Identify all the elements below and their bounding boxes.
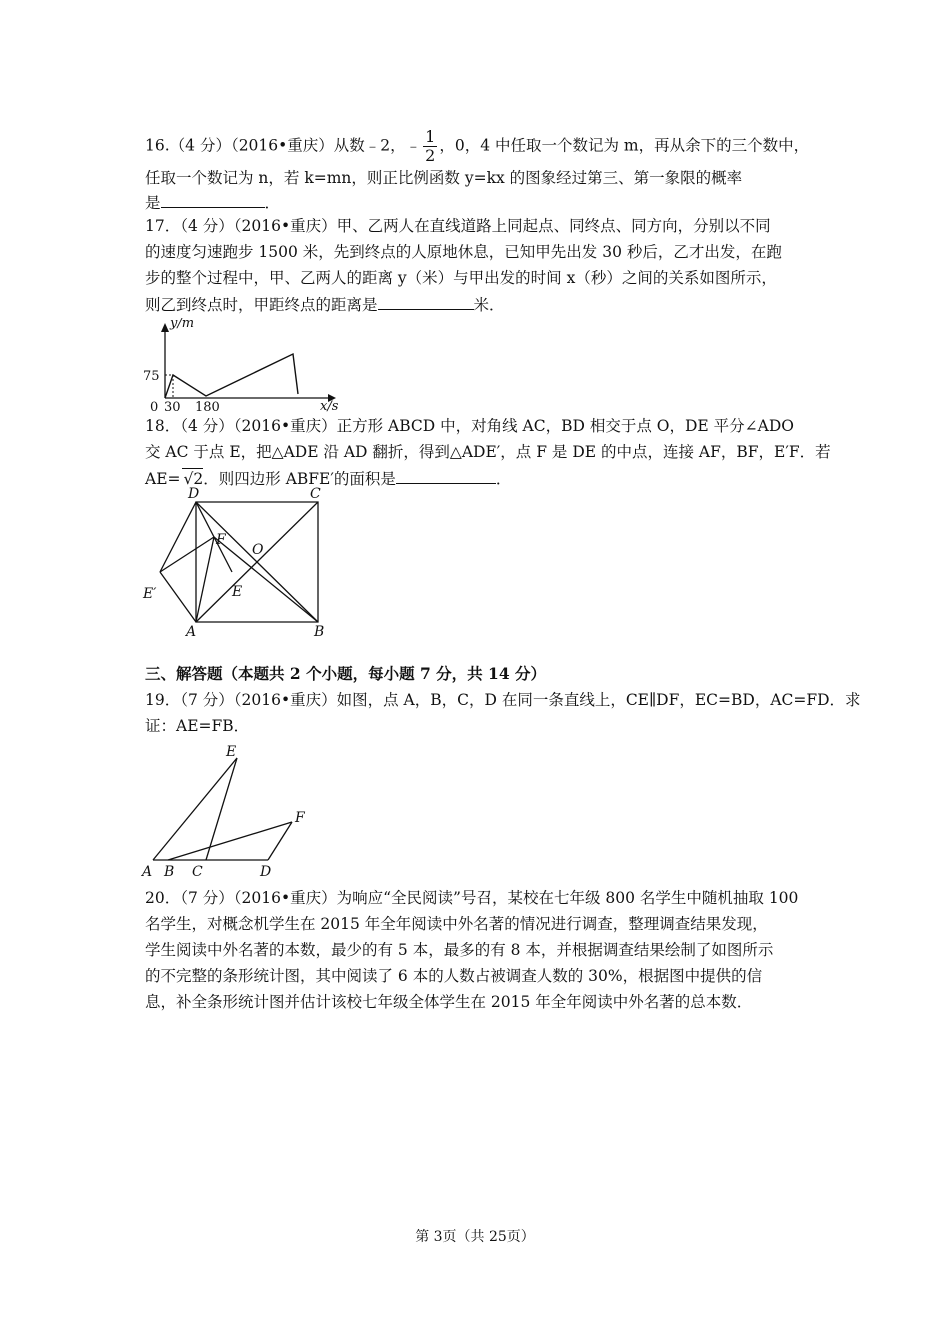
q18-line1: 18．（4 分）（2016•重庆）正方形 ABCD 中，对角线 AC，BD 相交于点 O，DE 平分∠ADO	[145, 417, 794, 435]
distance-curve	[165, 354, 298, 398]
segment-af	[196, 537, 214, 622]
fraction-one-half	[423, 128, 437, 165]
x-tick-180: 180	[195, 400, 220, 414]
q16-line1-b: ，0，4 中任取一个数记为 m，再从余下的三个数中，	[439, 136, 810, 155]
segment-bf	[214, 537, 318, 622]
q17-line4-a: 则乙到终点时，甲距终点的距离是	[145, 296, 378, 314]
q17-line1: 17．（4 分）（2016•重庆）甲、乙两人在直线道路上同起点、同终点、同方向，分别以不同	[145, 217, 771, 235]
sqrt-symbol: √2	[183, 470, 204, 488]
q16-line3-a: 是	[145, 194, 161, 212]
triangles-figure	[140, 738, 320, 882]
answer-blank	[378, 294, 474, 310]
q20-line1: 20．（7 分）（2016•重庆）为响应“全民阅读”号召，某校在七年级 800 名学生中随机抽取 100	[145, 889, 799, 907]
square-abcd-figure	[140, 484, 340, 640]
q20-line3: 学生阅读中外名著的本数，最少的有 5 本，最多的有 8 本，并根据调查结果绘制了如图所示	[145, 941, 774, 959]
label-c: C	[192, 864, 203, 880]
fraction-denominator: 2	[425, 146, 436, 165]
label-c: C	[310, 486, 321, 502]
q16-line3	[145, 192, 280, 213]
section-heading: 三、解答题（本题共 2 个小题，每小题 7 分，共 14 分）	[145, 664, 547, 683]
label-b: B	[164, 864, 175, 880]
segment-ae	[153, 758, 237, 860]
q16-line1	[145, 128, 809, 165]
segment-e-prime-a	[160, 572, 196, 622]
q20-line5: 息，补全条形统计图并估计该校七年级全体学生在 2015 年全年阅读中外名著的总本数．	[145, 993, 753, 1011]
x-axis-label: x/s	[320, 399, 339, 414]
label-f: F	[216, 532, 226, 548]
q16-line2: 任取一个数记为 n，若 k=mn，则正比例函数 y=kx 的图象经过第三、第一象限的概率	[145, 169, 743, 187]
q17-line4	[145, 294, 505, 315]
label-b: B	[314, 624, 325, 640]
distance-time-graph	[140, 318, 340, 414]
label-e-prime: E′	[143, 586, 157, 602]
q18-line3-c: ．	[495, 470, 512, 488]
label-d: D	[188, 486, 200, 502]
q19-line1: 19．（7 分）（2016•重庆）如图，点 A，B，C，D 在同一条直线上，CE∥DF，EC=BD，AC=FD．求	[145, 691, 861, 709]
q20-line4: 的不完整的条形统计图，其中阅读了 6 本的人数占被调查人数的 30%，根据图中提供的信	[145, 967, 763, 985]
answer-blank	[161, 192, 265, 208]
segment-ec	[206, 758, 237, 860]
answer-blank	[396, 468, 496, 484]
q18-line2: 交 AC 于点 E，把△ADE 沿 AD 翻折，得到△ADE′，点 F 是 DE 的中点，连接 AF，BF，E′F．若	[145, 443, 831, 461]
label-f: F	[295, 810, 305, 826]
segment-e-prime-f	[160, 537, 214, 572]
q16-line3-b: ．	[264, 194, 281, 212]
q18-line3-b: ．则四边形 ABFE′的面积是	[203, 470, 396, 488]
page-footer: 第 3页（共 25页）	[415, 1229, 535, 1245]
q19-line2: 证：AE=FB．	[145, 717, 250, 735]
label-a: A	[142, 864, 153, 880]
q17-line4-b: 米．	[473, 296, 505, 314]
y-tick-75: 75	[143, 369, 160, 384]
q20-line2: 名学生，对概念机学生在 2015 年全年阅读中外名著的情况进行调查，整理调查结果发现，	[145, 915, 768, 933]
x-tick-0: 0	[150, 400, 159, 414]
label-o: O	[252, 542, 264, 558]
label-e: E	[226, 744, 237, 760]
q16-line1-a: 16.（4 分）（2016•重庆）从数﹣2，﹣	[145, 136, 422, 155]
fraction-numerator: 1	[425, 127, 436, 146]
segment-bf	[168, 822, 292, 860]
q17-line3: 步的整个过程中，甲、乙两人的距离 y（米）与甲出发的时间 x（秒）之间的关系如图所示，	[145, 269, 777, 287]
q17-line2: 的速度匀速跑步 1500 米，先到终点的人原地休息，已知甲先出发 30 秒后，乙才出发，在跑	[145, 243, 782, 261]
x-tick-30: 30	[164, 400, 181, 414]
segment-de-prime	[160, 502, 196, 572]
label-d: D	[260, 864, 272, 880]
label-a: A	[186, 624, 197, 640]
label-e: E	[232, 584, 243, 600]
y-axis-label: y/m	[170, 318, 195, 331]
q18-line3-a: AE=	[145, 470, 181, 488]
sqrt-radicand: 2	[193, 470, 204, 488]
y-axis-arrow-icon	[161, 323, 169, 332]
